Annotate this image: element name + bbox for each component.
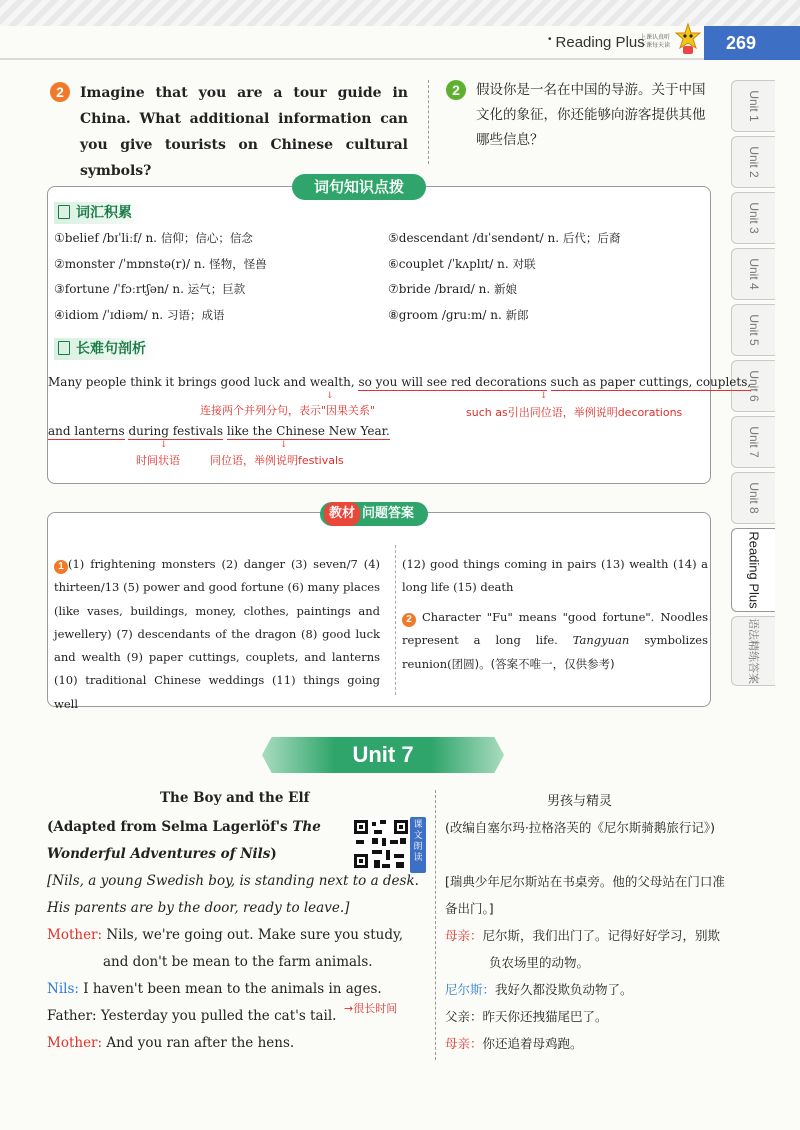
dialogue-line bbox=[47, 922, 427, 976]
vocab-list-left bbox=[54, 226, 267, 328]
question-chinese: 假设你是一名在中国的导游。关于中国文化的象征，你还能够向游客提供其他哪些信息？ bbox=[476, 82, 706, 148]
vocab-meaning: 新娘 bbox=[493, 282, 517, 296]
answers-title-text: 问题答案 bbox=[362, 506, 415, 521]
answer-1-continued bbox=[402, 553, 708, 600]
source-book-title: The Wonderful Adventures of Nils bbox=[47, 819, 321, 862]
vocab-meaning: 对联 bbox=[512, 256, 536, 271]
slogan bbox=[640, 34, 670, 50]
answers-panel-title bbox=[320, 502, 428, 526]
speaker-nils: Nils: bbox=[47, 981, 79, 997]
vocab-item bbox=[388, 252, 620, 278]
vocab-meaning: 信仰；信心；信念 bbox=[160, 231, 253, 245]
annotation-such-as: such as引出同位语，举例说明decorations bbox=[466, 406, 683, 419]
vocab-word: ⑤descendant /dɪˈsendənt/ n. bbox=[388, 231, 560, 245]
sentence-part: Many people think it brings good luck and wealth, bbox=[48, 375, 359, 389]
speaker-father-cn: 父亲： bbox=[445, 1009, 483, 1024]
annotation-time: 时间状语 bbox=[136, 454, 180, 467]
section-title bbox=[548, 34, 645, 51]
tab-unit-1[interactable] bbox=[731, 80, 775, 132]
vocab-item bbox=[388, 303, 620, 329]
sentence-line-2 bbox=[48, 424, 390, 438]
sentence-so-clause: so you will see red decorations bbox=[358, 375, 547, 389]
ages-annotation: →很长时间 bbox=[344, 1002, 398, 1015]
story-source bbox=[47, 814, 347, 868]
tab-unit-7[interactable] bbox=[731, 416, 775, 468]
tab-reading-plus[interactable] bbox=[731, 528, 775, 612]
vocab-list-right bbox=[388, 226, 620, 328]
section-title-text: Reading Plus bbox=[555, 34, 645, 51]
annotation-so: 连接两个并列分句，表示"因果关系" bbox=[200, 404, 376, 417]
sentence-space bbox=[547, 375, 551, 389]
sentence-during: during festivals bbox=[128, 424, 223, 438]
answer-1 bbox=[54, 553, 380, 716]
book-icon bbox=[58, 205, 70, 219]
slogan-line-2: 下课每天读 bbox=[640, 42, 671, 49]
tab-label: Unit 8 bbox=[746, 482, 761, 514]
sentence-heading-text: 长难句剖析 bbox=[76, 341, 146, 357]
tab-label: Unit 7 bbox=[746, 426, 761, 458]
dialogue-line bbox=[47, 1003, 427, 1030]
answer-1-text: (1) frightening monsters (2) danger (3) seven/7 (4) thirteen/13 (5) power and good fortune (6) many places (like vases, buildings, money, clothes, paintings and jewellery) (7) descendants of the dragon (8) good luck and wealth (9) paper cuttings, couplets, and lanterns (10) traditional Chinese weddings (11) things going well bbox=[54, 557, 380, 711]
tab-label: Unit 1 bbox=[746, 90, 761, 122]
answer-1-cont-text: (12) good things coming in pairs (13) wealth (14) a long life (15) death bbox=[402, 557, 708, 595]
speaker-mother: Mother: bbox=[47, 927, 103, 943]
title-dot: • bbox=[548, 34, 552, 45]
answer-2-text-b: symbolizes reunion( bbox=[402, 633, 708, 671]
column-divider bbox=[435, 790, 436, 1060]
tab-grammar-answers[interactable] bbox=[731, 616, 775, 686]
annotation-appositive: 同位语，举例说明festivals bbox=[210, 454, 344, 467]
vocab-meaning: 新郎 bbox=[505, 307, 529, 322]
knowledge-panel-title: 词句知识点拨 bbox=[292, 174, 426, 200]
speaker-father: Father: bbox=[47, 1008, 97, 1024]
dialogue-text-cn: 你还追着母鸡跑。 bbox=[482, 1036, 583, 1051]
vocab-heading-text: 词汇积累 bbox=[76, 205, 132, 221]
qr-code-icon[interactable] bbox=[352, 818, 410, 870]
sentence-heading bbox=[54, 338, 156, 360]
answer-number-badge: 1 bbox=[54, 560, 68, 574]
answer-number-badge: 2 bbox=[402, 613, 416, 627]
question-english: Imagine that you are a tour guide in China. What additional information can you give tourists on Chinese cultural symbols? bbox=[80, 85, 408, 179]
vocab-item bbox=[54, 303, 267, 329]
unit-label: Unit 7 bbox=[352, 742, 414, 767]
tab-label: Unit 6 bbox=[746, 370, 761, 402]
sentence-such-as: such as paper cuttings, couplets, bbox=[550, 375, 752, 389]
answer-2-cn: 团圆)。(答案不唯一，仅供参考) bbox=[451, 656, 615, 671]
slogan-line-1: 上课认真听 bbox=[640, 34, 671, 41]
tab-label: 语法精练答案 bbox=[746, 618, 760, 684]
tab-label: Unit 2 bbox=[746, 146, 761, 178]
vocab-item bbox=[54, 277, 267, 303]
dialogue-line bbox=[47, 976, 427, 1003]
sentence-lanterns: and lanterns bbox=[48, 424, 125, 438]
vocab-item bbox=[54, 252, 267, 278]
audio-badge[interactable]: 课文朗读 bbox=[410, 817, 426, 873]
speaker-nils-cn: 尼尔斯： bbox=[445, 982, 496, 997]
source-end: ) bbox=[270, 846, 277, 862]
speaker-mother: Mother: bbox=[47, 1035, 103, 1051]
source-text: (Adapted from Selma Lagerlöf's bbox=[47, 819, 293, 835]
document-icon bbox=[58, 341, 70, 355]
vocab-meaning: 怪物，怪兽 bbox=[209, 256, 267, 271]
dialogue-text-cn: 尼尔斯，我们出门了。记得好好学习，别欺负农场里的动物。 bbox=[482, 928, 721, 970]
dialogue-text: And you ran after the hens. bbox=[102, 1035, 295, 1051]
question-number-badge-cn: 2 bbox=[446, 80, 466, 100]
answer-2-italic: Tangyuan bbox=[572, 633, 630, 648]
tab-label: Unit 4 bbox=[746, 258, 761, 290]
arrow-down-icon: ↓ bbox=[160, 440, 168, 450]
vocab-item bbox=[54, 226, 267, 252]
vocab-word: ②monster /ˈmɒnstə(r)/ n. bbox=[54, 256, 206, 271]
sentence-line-1 bbox=[48, 375, 751, 389]
dialogue-line bbox=[47, 1030, 427, 1057]
dialogue-text: Nils, we're going out. Make sure you study, and don't be mean to the farm animals. bbox=[102, 927, 404, 970]
column-divider bbox=[428, 80, 429, 164]
tab-unit-4[interactable] bbox=[731, 248, 775, 300]
vocab-word: ⑧groom /ɡruːm/ n. bbox=[388, 307, 502, 322]
speaker-mother-cn: 母亲： bbox=[445, 1036, 483, 1051]
dialogue-text-cn: 昨天你还拽猫尾巴了。 bbox=[482, 1009, 608, 1024]
arrow-down-icon: ↓ bbox=[540, 391, 548, 401]
story-source-cn: (改编自塞尔玛·拉格洛芙的《尼尔斯骑鹅旅行记》) bbox=[445, 820, 715, 835]
tab-label: Reading Plus bbox=[746, 531, 761, 609]
tab-label: Unit 3 bbox=[746, 202, 761, 234]
stage-direction-cn: [瑞典少年尼尔斯站在书桌旁。他的父母站在门口准备出门。] bbox=[445, 874, 725, 916]
arrow-down-icon: ↓ bbox=[280, 440, 288, 450]
dialogue-text-cn: 我好久都没欺负动物了。 bbox=[495, 982, 633, 997]
story-title-cn: 男孩与精灵 bbox=[547, 794, 613, 809]
tab-unit-8[interactable] bbox=[731, 472, 775, 524]
speaker-mother-cn: 母亲： bbox=[445, 928, 483, 943]
dialogue-line-cn bbox=[445, 976, 730, 1003]
dialogue-text: I haven't been mean to the animals in ages. bbox=[78, 981, 382, 997]
sentence-like: like the Chinese New Year. bbox=[226, 424, 390, 438]
answer-2-text: Character "Fu" means "good fortune". Noodles represent a long life. bbox=[402, 610, 708, 648]
column-divider bbox=[395, 545, 396, 695]
tab-unit-2[interactable] bbox=[731, 136, 775, 188]
tab-label: Unit 5 bbox=[746, 314, 761, 346]
arrow-down-icon: ↓ bbox=[326, 391, 334, 401]
vocab-word: ⑦bride /braɪd/ n. bbox=[388, 282, 491, 296]
dialogue-line-cn bbox=[445, 1030, 730, 1057]
vocab-word: ⑥couplet /ˈkʌplɪt/ n. bbox=[388, 256, 509, 271]
vocab-word: ③fortune /ˈfɔːrtʃən/ n. bbox=[54, 282, 184, 296]
textbook-badge: 教材 bbox=[324, 502, 360, 526]
dialogue-line-cn bbox=[445, 922, 730, 976]
dialogue-line-cn bbox=[445, 1003, 730, 1030]
star-mascot-icon bbox=[675, 22, 701, 56]
vocab-meaning: 习语；成语 bbox=[166, 307, 225, 322]
tab-unit-3[interactable] bbox=[731, 192, 775, 244]
vocab-item bbox=[388, 226, 620, 252]
question-number-badge: 2 bbox=[50, 82, 70, 102]
story-title: The Boy and the Elf bbox=[160, 790, 310, 806]
vocab-word: ①belief /bɪˈliːf/ n. bbox=[54, 231, 157, 245]
vocab-heading bbox=[54, 202, 142, 224]
stage-direction: [Nils, a young Swedish boy, is standing next to a desk. His parents are by the door, ready to leave.] bbox=[47, 873, 419, 916]
vocab-word: ④idiom /ˈɪdiəm/ n. bbox=[54, 307, 164, 322]
answer-2 bbox=[402, 606, 708, 676]
vocab-item bbox=[388, 277, 620, 303]
dialogue-text: Yesterday you pulled the cat's tail. bbox=[96, 1008, 337, 1024]
page-number: 269 bbox=[704, 26, 800, 60]
vocab-meaning: 后代；后裔 bbox=[562, 231, 621, 245]
vocab-meaning: 运气；巨款 bbox=[187, 282, 246, 296]
tab-unit-5[interactable] bbox=[731, 304, 775, 356]
